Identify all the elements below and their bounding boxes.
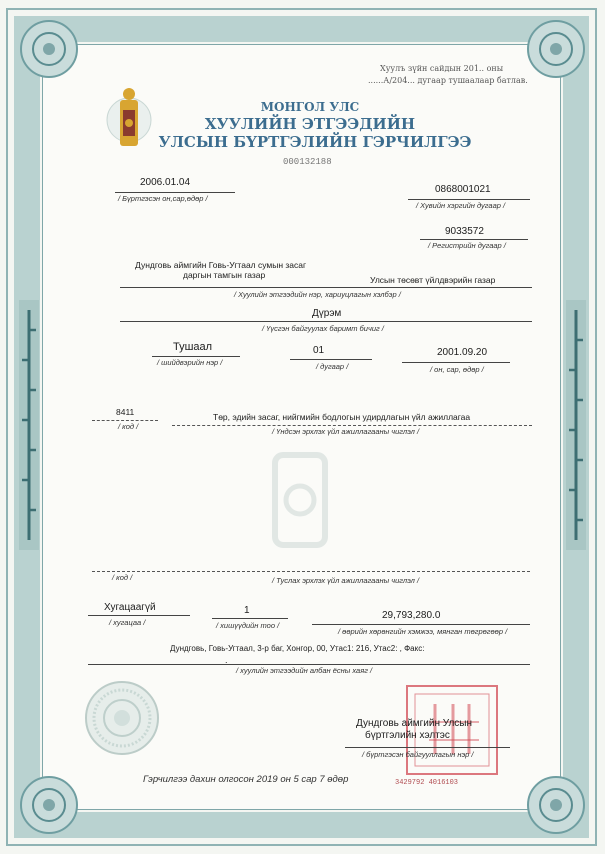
capital-amount-underline <box>312 624 530 625</box>
decision-number: 01 <box>313 345 325 356</box>
corner-ornament-top-left <box>14 14 84 84</box>
entity-name-label: / Хуулийн этгээдийн нэр, хариуцлагын хэлбэр / <box>234 290 401 299</box>
entity-name-line2: даргын тамгын газар <box>183 270 266 280</box>
registration-date-underline <box>115 192 235 193</box>
shareholders-count: 1 <box>244 605 250 616</box>
main-activity-code-underline <box>92 420 158 421</box>
watermark-emblem-icon <box>240 445 360 555</box>
side-script-ornament-right <box>563 300 589 550</box>
corner-ornament-bottom-left <box>14 770 84 840</box>
case-file-number-underline <box>408 199 530 200</box>
term-underline <box>88 615 190 616</box>
registrar-label: / бүртгэсэн байгууллагын нэр / <box>362 750 474 759</box>
serial-number: 000132188 <box>283 157 332 167</box>
address-label: / хуулийн этгээдийн албан ёсны хаяг / <box>236 666 373 675</box>
main-activity-description-label: / Үндсэн эрхлэх үйл ажиллагааны чиглэл / <box>272 427 420 436</box>
register-number-label: / Регистрийн дугаар / <box>428 241 506 250</box>
certificate-title-line1: ХУУЛИЙН ЭТГЭЭДИЙН <box>204 115 416 133</box>
capital-amount-label: / өөрийн хөрөнгийн хэмжээ, мянган төгрөгөөр / <box>338 627 508 636</box>
entity-name-line1: Дундговь аймгийн Говь-Угтаал сумын засаг <box>135 260 307 270</box>
secondary-activity-code-label: / код / <box>112 573 133 582</box>
registrar-name-line1: Дундговь аймгийн Улсын <box>356 718 473 729</box>
founding-document-value: Дүрэм <box>312 308 342 319</box>
side-script-ornament-left <box>16 300 42 550</box>
corner-ornament-top-right <box>521 14 591 84</box>
corner-ornament-bottom-right <box>521 770 591 840</box>
register-number: 9033572 <box>445 226 484 237</box>
entity-name-underline <box>120 287 532 288</box>
register-number-underline <box>420 239 528 240</box>
registrar-underline <box>345 747 510 748</box>
main-activity-description: Төр, эдийн засаг, нийгмийн бодлогын удирдлагын үйл ажиллагаа <box>213 412 471 422</box>
main-activity-code-label: / код / <box>118 422 139 431</box>
certificate-title-line2: УЛСЫН БҮРТГЭЛИЙН ГЭРЧИЛГЭЭ <box>158 133 472 151</box>
decision-name: Тушаал <box>173 341 213 353</box>
decision-name-underline <box>152 356 240 357</box>
stamp-numbers: 3429792 4016103 <box>395 779 459 787</box>
main-activity-code: 8411 <box>116 407 135 417</box>
decision-name-label: / шийдвэрийн нэр / <box>157 358 223 367</box>
entity-legal-form: Улсын төсөвт үйлдвэрийн газар <box>370 275 496 285</box>
term-label: / хугацаа / <box>109 618 146 627</box>
decision-date-underline <box>402 362 510 363</box>
decision-number-label: / дугаар / <box>316 362 349 371</box>
secondary-activity-underline <box>92 571 530 572</box>
registrar-name-line2: бүртгэлийн хэлтэс <box>365 730 450 741</box>
main-activity-description-underline <box>172 425 532 426</box>
registration-date: 2006.01.04 <box>140 177 191 188</box>
address-underline <box>88 664 530 665</box>
shareholders-underline <box>212 618 288 619</box>
approval-note-line1: Хуулъ зүйн сайдын 201.. оны <box>380 64 504 73</box>
case-file-number-label: / Хувийн хэргийн дугаар / <box>416 201 506 210</box>
registration-date-label: / Бүртгэсэн он,сар,өдөр / <box>118 194 208 203</box>
capital-amount: 29,793,280.0 <box>382 610 441 621</box>
official-seal-icon <box>82 678 162 758</box>
decision-number-underline <box>290 359 372 360</box>
secondary-activity-description-label: / Туслах эрхлэх үйл ажиллагааны чиглэл / <box>272 576 420 585</box>
address-dot: . <box>225 655 228 665</box>
shareholders-label: / хишүүдийн тоо / <box>216 621 280 630</box>
case-file-number: 0868001021 <box>435 184 491 195</box>
founding-document-label: / Үүсгэн байгуулах баримт бичиг / <box>262 324 384 333</box>
founding-document-underline <box>120 321 532 322</box>
official-address: Дундговь, Говь-Угтаал, 3-р баг, Хонгор, 00, Утас1: 216, Утас2: , Факс: <box>170 644 425 653</box>
country-title: МОНГОЛ УЛС <box>260 100 360 114</box>
term-value: Хугацаагүй <box>104 602 156 613</box>
decision-date: 2001.09.20 <box>437 347 488 358</box>
decision-date-label: / он, сар, өдөр / <box>430 365 484 374</box>
approval-note-line2: ......А/204... дугаар тушаалаар батлав. <box>368 76 528 85</box>
reissued-note: Гэрчилгээ дахин олгосон 2019 он 5 сар 7 өдөр <box>143 774 349 785</box>
